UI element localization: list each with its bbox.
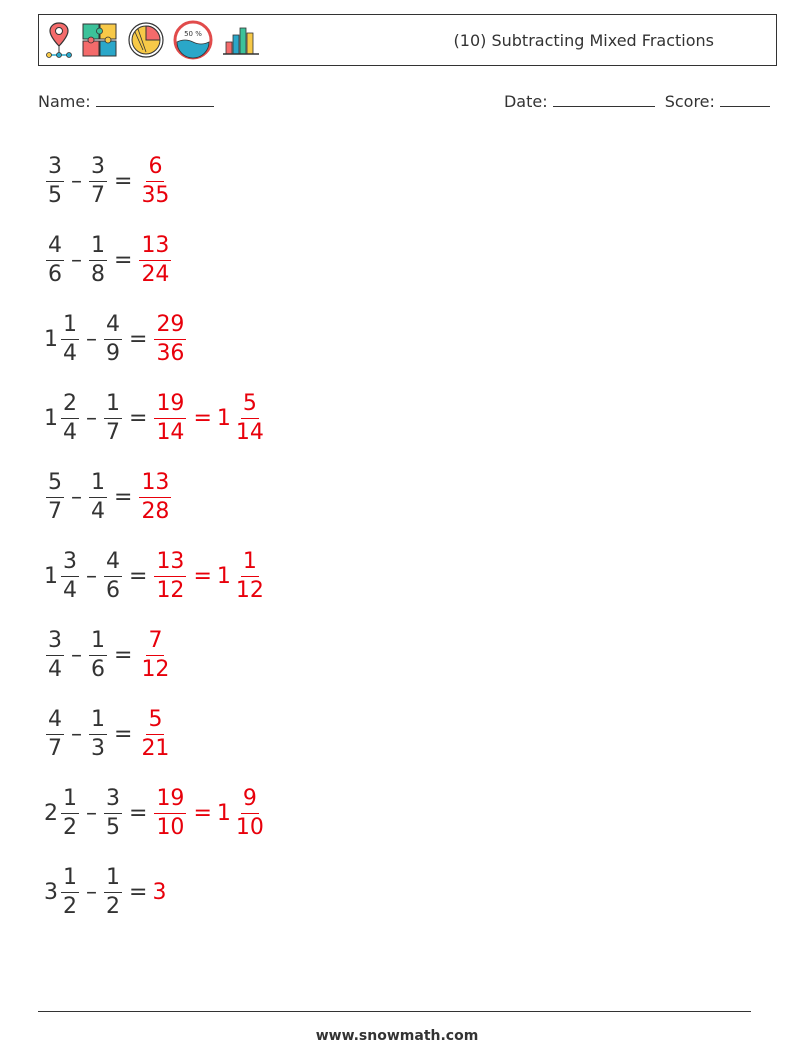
answer-fraction-denominator: 36 — [156, 341, 185, 366]
first-fraction-denominator: 4 — [63, 420, 77, 445]
first-fraction-denominator: 2 — [63, 894, 77, 919]
answer-fraction-numerator: 19 — [154, 393, 186, 419]
first-fraction — [46, 156, 64, 207]
first-fraction-numerator: 3 — [46, 156, 64, 182]
first-fraction — [46, 630, 64, 681]
first-fraction-numerator: 3 — [46, 630, 64, 656]
first-fraction — [61, 551, 79, 602]
first-whole: 1 — [44, 327, 58, 352]
problem-row — [44, 616, 268, 695]
answer-fraction-numerator: 5 — [146, 709, 164, 735]
answer-fraction-denominator: 14 — [156, 420, 185, 445]
first-whole: 2 — [44, 801, 58, 826]
first-fraction — [61, 788, 79, 839]
answer-fraction-denominator: 24 — [141, 262, 170, 287]
worksheet-title: (10) Subtracting Mixed Fractions — [453, 31, 714, 50]
first-fraction-denominator: 6 — [48, 262, 62, 287]
second-fraction-numerator: 3 — [104, 788, 122, 814]
header-icons — [45, 19, 261, 61]
second-fraction — [104, 788, 122, 839]
problem-row — [44, 300, 268, 379]
second-fraction-numerator: 1 — [89, 709, 107, 735]
date-blank[interactable] — [553, 92, 655, 107]
mixed-fraction-denominator: 14 — [235, 420, 264, 445]
percent-gauge-icon — [173, 20, 213, 60]
second-fraction-denominator: 6 — [91, 657, 105, 682]
mixed-fraction-numerator: 5 — [241, 393, 259, 419]
problem-row — [44, 142, 268, 221]
second-fraction-denominator: 3 — [91, 736, 105, 761]
first-fraction-numerator: 4 — [46, 709, 64, 735]
answer-equals-sign: = — [193, 801, 212, 826]
answer-fraction — [154, 788, 186, 839]
gauge-percent-text: 50 % — [184, 30, 202, 38]
answer — [137, 709, 173, 760]
second-fraction — [104, 393, 122, 444]
problem-row — [44, 379, 268, 458]
mixed-fraction — [234, 551, 266, 602]
equals-sign: = — [129, 880, 148, 905]
second-fraction — [89, 709, 107, 760]
answer — [137, 235, 173, 286]
second-fraction-numerator: 1 — [89, 235, 107, 261]
footer-url: www.snowmath.com — [315, 1028, 479, 1044]
mixed-fraction — [234, 788, 266, 839]
second-fraction — [89, 630, 107, 681]
mixed-whole: 1 — [216, 564, 231, 589]
first-fraction-numerator: 1 — [61, 788, 79, 814]
minus-sign: – — [71, 169, 82, 194]
equals-sign: = — [114, 722, 133, 747]
minus-sign: – — [71, 248, 82, 273]
answer-fraction-numerator: 19 — [154, 788, 186, 814]
mixed-whole: 1 — [216, 801, 231, 826]
first-fraction-denominator: 2 — [63, 815, 77, 840]
equals-sign: = — [129, 406, 148, 431]
answer — [137, 156, 173, 207]
second-fraction — [104, 867, 122, 918]
problem-row — [44, 695, 268, 774]
second-fraction-denominator: 7 — [106, 420, 120, 445]
answer — [152, 788, 267, 839]
answer-fraction-numerator: 6 — [146, 156, 164, 182]
answer-fraction — [154, 551, 186, 602]
minus-sign: – — [86, 327, 97, 352]
puzzle-icon — [81, 20, 119, 60]
minus-sign: – — [71, 643, 82, 668]
answer-fraction-numerator: 7 — [146, 630, 164, 656]
mixed-fraction-denominator: 12 — [235, 578, 264, 603]
answer-equals-sign: = — [193, 406, 212, 431]
second-fraction-numerator: 1 — [104, 393, 122, 419]
answer-fraction — [139, 472, 171, 523]
second-fraction — [104, 314, 122, 365]
name-blank[interactable] — [96, 92, 214, 107]
answer-fraction-numerator: 29 — [154, 314, 186, 340]
second-fraction-denominator: 9 — [106, 341, 120, 366]
mixed-fraction-numerator: 9 — [241, 788, 259, 814]
second-fraction-numerator: 3 — [89, 156, 107, 182]
answer — [152, 880, 166, 905]
answer-fraction-denominator: 10 — [156, 815, 185, 840]
answer-fraction — [139, 630, 171, 681]
minus-sign: – — [86, 564, 97, 589]
answer-fraction-denominator: 12 — [141, 657, 170, 682]
score-label: Score: — [664, 92, 715, 111]
answer-equals-sign: = — [193, 564, 212, 589]
first-fraction-numerator: 5 — [46, 472, 64, 498]
second-fraction-denominator: 2 — [106, 894, 120, 919]
minus-sign: – — [71, 485, 82, 510]
mixed-fraction-numerator: 1 — [241, 551, 259, 577]
first-fraction-denominator: 4 — [63, 341, 77, 366]
minus-sign: – — [86, 880, 97, 905]
minus-sign: – — [86, 801, 97, 826]
first-fraction — [46, 709, 64, 760]
answer-fraction — [139, 156, 171, 207]
problem-row — [44, 221, 268, 300]
second-fraction-denominator: 8 — [91, 262, 105, 287]
answer — [152, 314, 188, 365]
answer-fraction-numerator: 13 — [139, 235, 171, 261]
second-fraction — [89, 472, 107, 523]
score-blank[interactable] — [720, 92, 770, 107]
answer-fraction-numerator: 13 — [154, 551, 186, 577]
second-fraction-denominator: 7 — [91, 183, 105, 208]
first-fraction-numerator: 3 — [61, 551, 79, 577]
equals-sign: = — [129, 327, 148, 352]
first-fraction-numerator: 1 — [61, 867, 79, 893]
answer-fraction-denominator: 35 — [141, 183, 170, 208]
second-fraction — [89, 235, 107, 286]
answer-fraction — [154, 314, 186, 365]
equals-sign: = — [114, 248, 133, 273]
first-fraction-numerator: 4 — [46, 235, 64, 261]
name-field[interactable] — [38, 92, 214, 111]
answer-fraction-numerator: 13 — [139, 472, 171, 498]
problem-row — [44, 774, 268, 853]
first-fraction — [46, 235, 64, 286]
equals-sign: = — [129, 801, 148, 826]
first-fraction-denominator: 7 — [48, 736, 62, 761]
first-fraction-denominator: 4 — [63, 578, 77, 603]
mixed-whole: 1 — [216, 406, 231, 431]
second-fraction-denominator: 5 — [106, 815, 120, 840]
minus-sign: – — [71, 722, 82, 747]
equals-sign: = — [114, 169, 133, 194]
second-fraction-denominator: 6 — [106, 578, 120, 603]
mixed-fraction — [234, 393, 266, 444]
second-fraction-numerator: 4 — [104, 551, 122, 577]
answer-whole: 3 — [152, 880, 167, 905]
minus-sign: – — [86, 406, 97, 431]
answer — [137, 630, 173, 681]
date-label: Date: — [503, 92, 548, 111]
pie-chart-icon — [127, 20, 165, 60]
equals-sign: = — [114, 643, 133, 668]
problem-row — [44, 537, 268, 616]
answer — [152, 393, 267, 444]
answer — [152, 551, 267, 602]
answer — [137, 472, 173, 523]
map-pin-icon — [45, 20, 73, 60]
score-field[interactable] — [665, 92, 770, 111]
answer-fraction — [139, 235, 171, 286]
first-fraction — [46, 472, 64, 523]
second-fraction-numerator: 1 — [104, 867, 122, 893]
first-fraction-numerator: 1 — [61, 314, 79, 340]
problem-list — [44, 142, 268, 932]
answer-fraction-denominator: 12 — [156, 578, 185, 603]
worksheet-header — [38, 14, 777, 66]
bar-chart-icon — [221, 20, 261, 60]
first-fraction — [61, 867, 79, 918]
first-whole: 3 — [44, 880, 58, 905]
mixed-fraction-denominator: 10 — [235, 815, 264, 840]
equals-sign: = — [129, 564, 148, 589]
first-fraction-denominator: 7 — [48, 499, 62, 524]
first-fraction-numerator: 2 — [61, 393, 79, 419]
date-score-fields — [504, 92, 770, 111]
second-fraction-numerator: 4 — [104, 314, 122, 340]
first-whole: 1 — [44, 406, 58, 431]
first-fraction-denominator: 5 — [48, 183, 62, 208]
answer-fraction — [154, 393, 186, 444]
second-fraction — [104, 551, 122, 602]
problem-row — [44, 853, 268, 932]
second-fraction — [89, 156, 107, 207]
first-fraction — [61, 314, 79, 365]
equals-sign: = — [114, 485, 133, 510]
second-fraction-numerator: 1 — [89, 630, 107, 656]
first-whole: 1 — [44, 564, 58, 589]
answer-fraction-denominator: 28 — [141, 499, 170, 524]
footer-divider — [38, 1011, 751, 1012]
first-fraction — [61, 393, 79, 444]
date-field[interactable] — [504, 92, 655, 111]
answer-fraction — [139, 709, 171, 760]
answer-fraction-denominator: 21 — [141, 736, 170, 761]
second-fraction-numerator: 1 — [89, 472, 107, 498]
first-fraction-denominator: 4 — [48, 657, 62, 682]
name-label: Name: — [38, 92, 91, 111]
problem-row — [44, 458, 268, 537]
second-fraction-denominator: 4 — [91, 499, 105, 524]
